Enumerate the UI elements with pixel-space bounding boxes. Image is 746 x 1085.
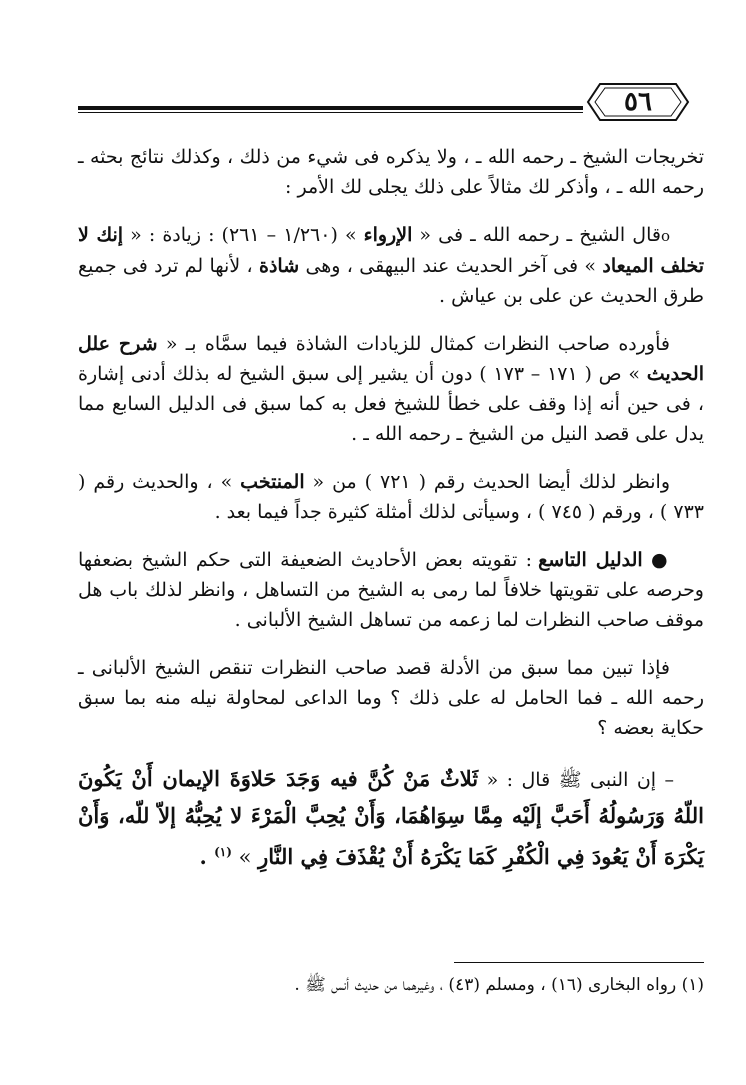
page-number-badge: [586, 78, 690, 126]
book-title-muntakhab: المنتخب: [240, 471, 305, 493]
circle-bullet-icon: o: [660, 227, 670, 245]
quoted-addition: إنك لا تخلف الميعاد: [78, 224, 705, 277]
filled-bullet-icon: ●: [651, 549, 670, 571]
page-header: [78, 78, 690, 128]
page-number: ٥٦: [624, 87, 652, 117]
footnote-separator: [454, 962, 704, 963]
footnote: (١) رواه البخارى (١٦) ، ومسلم (٤٣) ، وغيرهما من حديث أنس ﷺ .: [294, 975, 704, 995]
paragraph-4: وانظر لذلك أيضا الحديث رقم ( ٧٢١ ) من « المنتخب » ، والحديث رقم ( ٧٣٣ ) ، ورقم ( ٧٤٥ ) ، وسيأتى لذلك أمثلة كثيرة جداً فيما بعد .: [78, 471, 704, 523]
evidence-heading: الدليل التاسع: [538, 549, 643, 571]
book-title-irwa: الإرواء: [363, 224, 413, 246]
header-rule: [78, 106, 583, 110]
paragraph-1: تخريجات الشيخ ـ رحمه الله ـ ، ولا يذكره فى شيء من ذلك ، وكذلك نتائج بحثه ـ رحمه الله ـ ، وأذكر لك مثالاً على ذلك يجلى لك الأمر :: [78, 146, 704, 198]
header-rule-thin: [78, 112, 583, 113]
paragraph-2: oقال الشيخ ـ رحمه الله ـ فى « الإرواء » (١/٢٦٠ – ٢٦١) : زيادة : « إنك لا تخلف الميعاد » فى آخر الحديث عند البيهقى ، وهى شاذة ، لأنها لم ترد فى جميع طرق الحديث عن على بن عياش .: [78, 224, 705, 307]
term-shadhah: شاذة: [258, 255, 300, 277]
paragraph-6: فإذا تبين مما سبق من الأدلة قصد صاحب النظرات تنقص الشيخ الألبانى ـ رحمه الله ـ فما الحامل له على ذلك ؟ وما الداعى لمحاولة نيله منه بما سبق حكاية بعضه ؟: [78, 657, 704, 739]
paragraph-5: ● الدليل التاسع : تقويته بعض الأحاديث الضعيفة التى حكم الشيخ بضعفها وحرصه على تقويتها خلافاً لما رمى به الشيخ من التساهل ، وانظر لذلك باب هل موقف صاحب النظرات لما زعمه من تساهل الشيخ الألبانى .: [78, 549, 704, 631]
hadith-text: ثَلاثٌ مَنْ كُنَّ فيه وَجَدَ حَلاوَةَ الإيمان أَنْ يَكُونَ اللّهُ وَرَسُولُهُ أَحَبَّ إلَيْه مِمَّا سِوَاهُمَا، وَأَنْ يُحِبَّ الْمَرْءَ لا يُحِبُّهُ إلاّ للّه، وَأَنْ يَكْرَهَ أَنْ يَعُودَ فِي الْكُفْرِ كَمَا يَكْرَهُ أَنْ يُقْذَفَ فِي النَّارِ: [78, 766, 704, 869]
main-text: [78, 142, 704, 875]
paragraph-3: فأورده صاحب النظرات كمثال للزيادات الشاذة فيما سمَّاه بـ « شرح علل الحديث » ص ( ١٧١ – ١٧٣ ) دون أن يشير إلى سبق الشيخ له بذلك أدنى إشارة ، فى حين أنه إذا وقف على خطأ للشيخ فعل به كما سبق فى الدليل السابع مما يدل على قصد النيل من الشيخ ـ رحمه الله ـ .: [78, 333, 704, 445]
hadith-paragraph: – إن النبى ﷺ قال : « ثَلاثٌ مَنْ كُنَّ فيه وَجَدَ حَلاوَةَ الإيمان أَنْ يَكُونَ اللّهُ وَرَسُولُهُ أَحَبَّ إلَيْه مِمَّا سِوَاهُمَا، وَأَنْ يُحِبَّ الْمَرْءَ لا يُحِبُّهُ إلاّ للّه، وَأَنْ يَكْرَهَ أَنْ يَعُودَ فِي الْكُفْرِ كَمَا يَكْرَهُ أَنْ يُقْذَفَ فِي النَّارِ » $^{(١)}$ .: [78, 766, 704, 869]
footnote-ref: (١): [214, 845, 232, 859]
book-title-sharh: شرح علل الحديث: [78, 333, 704, 385]
